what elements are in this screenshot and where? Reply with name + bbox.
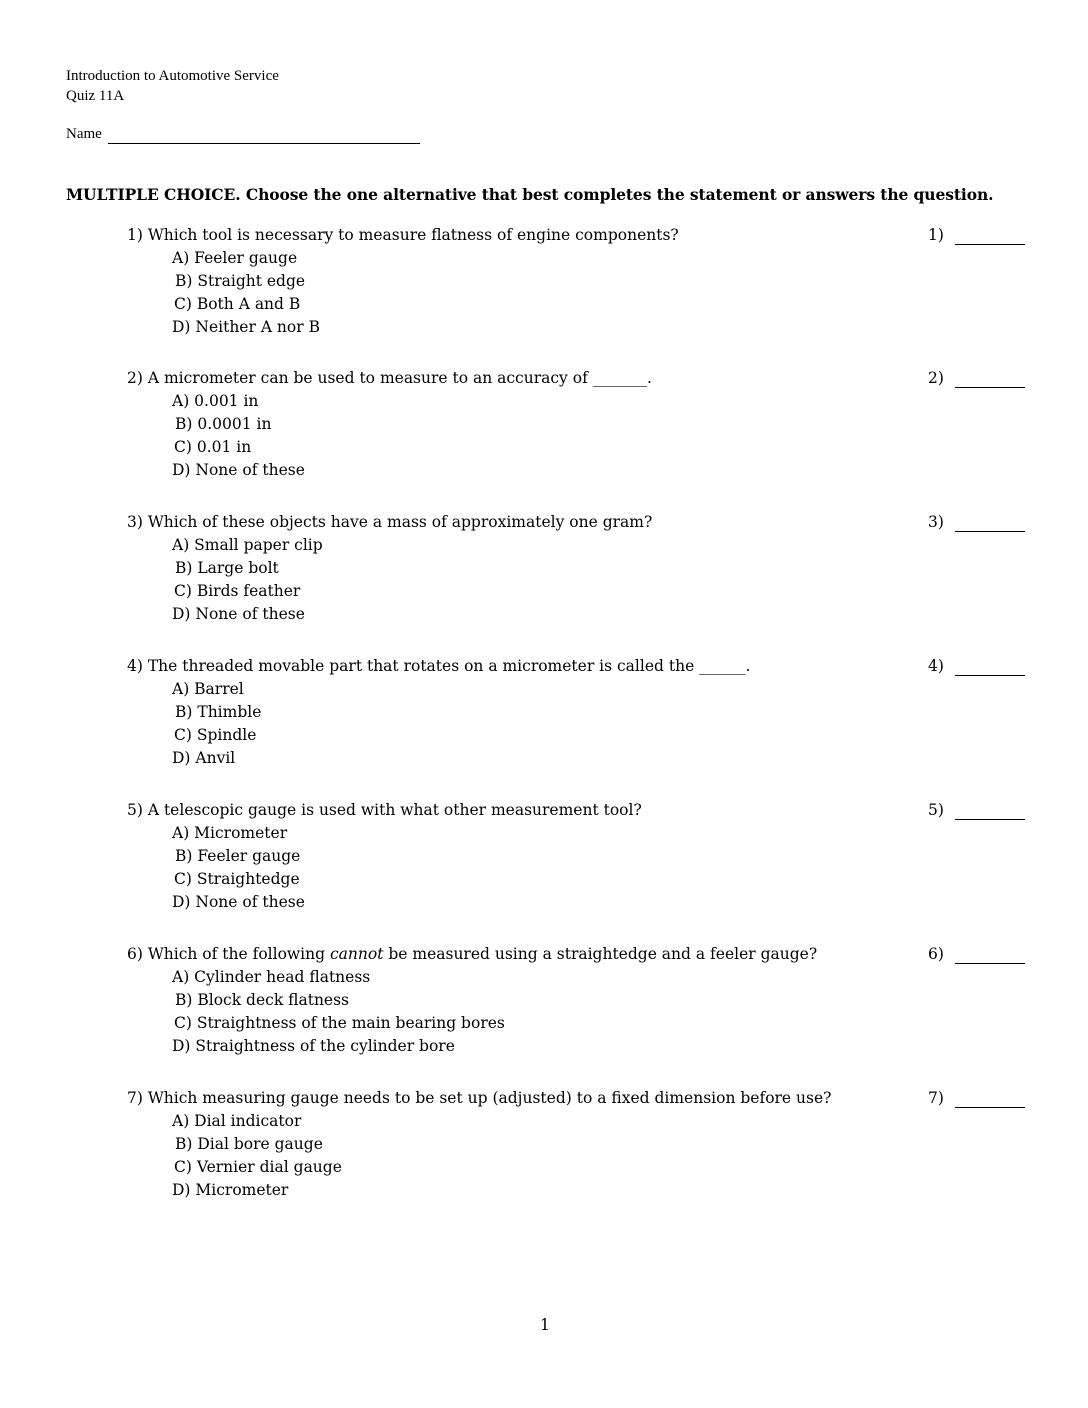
course-title: Introduction to Automotive Service — [66, 68, 279, 84]
answer-number: 7) — [928, 1089, 944, 1107]
answer-option: D) Straightness of the cylinder bore — [172, 1037, 455, 1055]
page-number: 1 — [540, 1316, 550, 1334]
answer-option: B) Block deck flatness — [175, 991, 350, 1009]
answer-option: A) 0.001 in — [172, 392, 259, 410]
answer-option: A) Feeler gauge — [172, 249, 298, 267]
answer-option: B) Thimble — [175, 703, 262, 721]
answer-option: D) Neither A nor B — [172, 318, 320, 336]
answer-option: D) Anvil — [172, 749, 236, 767]
question-1 — [127, 226, 1027, 346]
answer-option: B) Large bolt — [175, 559, 279, 577]
question-text: 7) Which measuring gauge needs to be set up (adjusted) to a fixed dimension before use? — [127, 1089, 832, 1107]
quiz-title: Quiz 11A — [66, 88, 125, 104]
answer-option: A) Barrel — [172, 680, 244, 698]
answer-option: C) Straightedge — [174, 870, 300, 888]
answer-blank[interactable] — [955, 387, 1025, 388]
answer-number: 2) — [928, 369, 944, 387]
answer-option: B) 0.0001 in — [175, 415, 272, 433]
answer-option: C) Vernier dial gauge — [174, 1158, 342, 1176]
answer-option: A) Small paper clip — [172, 536, 323, 554]
instructions: MULTIPLE CHOICE. Choose the one alternative that best completes the statement or answers the question. — [66, 185, 994, 204]
question-3 — [127, 513, 1027, 633]
answer-blank[interactable] — [955, 819, 1025, 820]
question-2 — [127, 369, 1027, 489]
answer-number: 3) — [928, 513, 944, 531]
answer-option: D) None of these — [172, 461, 305, 479]
answer-option: C) Spindle — [174, 726, 257, 744]
answer-option: B) Straight edge — [175, 272, 306, 290]
name-label: Name — [66, 126, 102, 142]
question-text: 2) A micrometer can be used to measure to an accuracy of _______. — [127, 369, 652, 387]
answer-option: C) Both A and B — [174, 295, 301, 313]
question-text-part: 6) Which of the following — [127, 945, 330, 963]
answer-number: 1) — [928, 226, 944, 244]
answer-option: B) Feeler gauge — [175, 847, 301, 865]
answer-blank[interactable] — [955, 531, 1025, 532]
question-text: 5) A telescopic gauge is used with what other measurement tool? — [127, 801, 642, 819]
answer-blank[interactable] — [955, 1107, 1025, 1108]
question-text: 3) Which of these objects have a mass of approximately one gram? — [127, 513, 653, 531]
question-5 — [127, 801, 1027, 921]
question-6 — [127, 945, 1027, 1065]
question-text-part: be measured using a straightedge and a feeler gauge? — [383, 945, 818, 963]
answer-number: 6) — [928, 945, 944, 963]
name-field[interactable] — [108, 143, 420, 144]
question-text: 1) Which tool is necessary to measure flatness of engine components? — [127, 226, 679, 244]
question-text: 4) The threaded movable part that rotates on a micrometer is called the ______. — [127, 657, 751, 675]
answer-option: A) Dial indicator — [172, 1112, 302, 1130]
emphasis-text: cannot — [329, 945, 384, 963]
answer-option: D) None of these — [172, 605, 305, 623]
answer-option: C) Straightness of the main bearing bores — [174, 1014, 505, 1032]
answer-number: 4) — [928, 657, 944, 675]
answer-option: D) Micrometer — [172, 1181, 289, 1199]
question-7 — [127, 1089, 1027, 1209]
answer-option: B) Dial bore gauge — [175, 1135, 323, 1153]
answer-number: 5) — [928, 801, 944, 819]
answer-option: C) 0.01 in — [174, 438, 252, 456]
answer-option: A) Cylinder head flatness — [172, 968, 371, 986]
question-4 — [127, 657, 1027, 777]
question-text — [127, 945, 817, 963]
answer-option: A) Micrometer — [172, 824, 288, 842]
answer-blank[interactable] — [955, 675, 1025, 676]
answer-blank[interactable] — [955, 244, 1025, 245]
answer-blank[interactable] — [955, 963, 1025, 964]
answer-option: D) None of these — [172, 893, 305, 911]
answer-option: C) Birds feather — [174, 582, 301, 600]
